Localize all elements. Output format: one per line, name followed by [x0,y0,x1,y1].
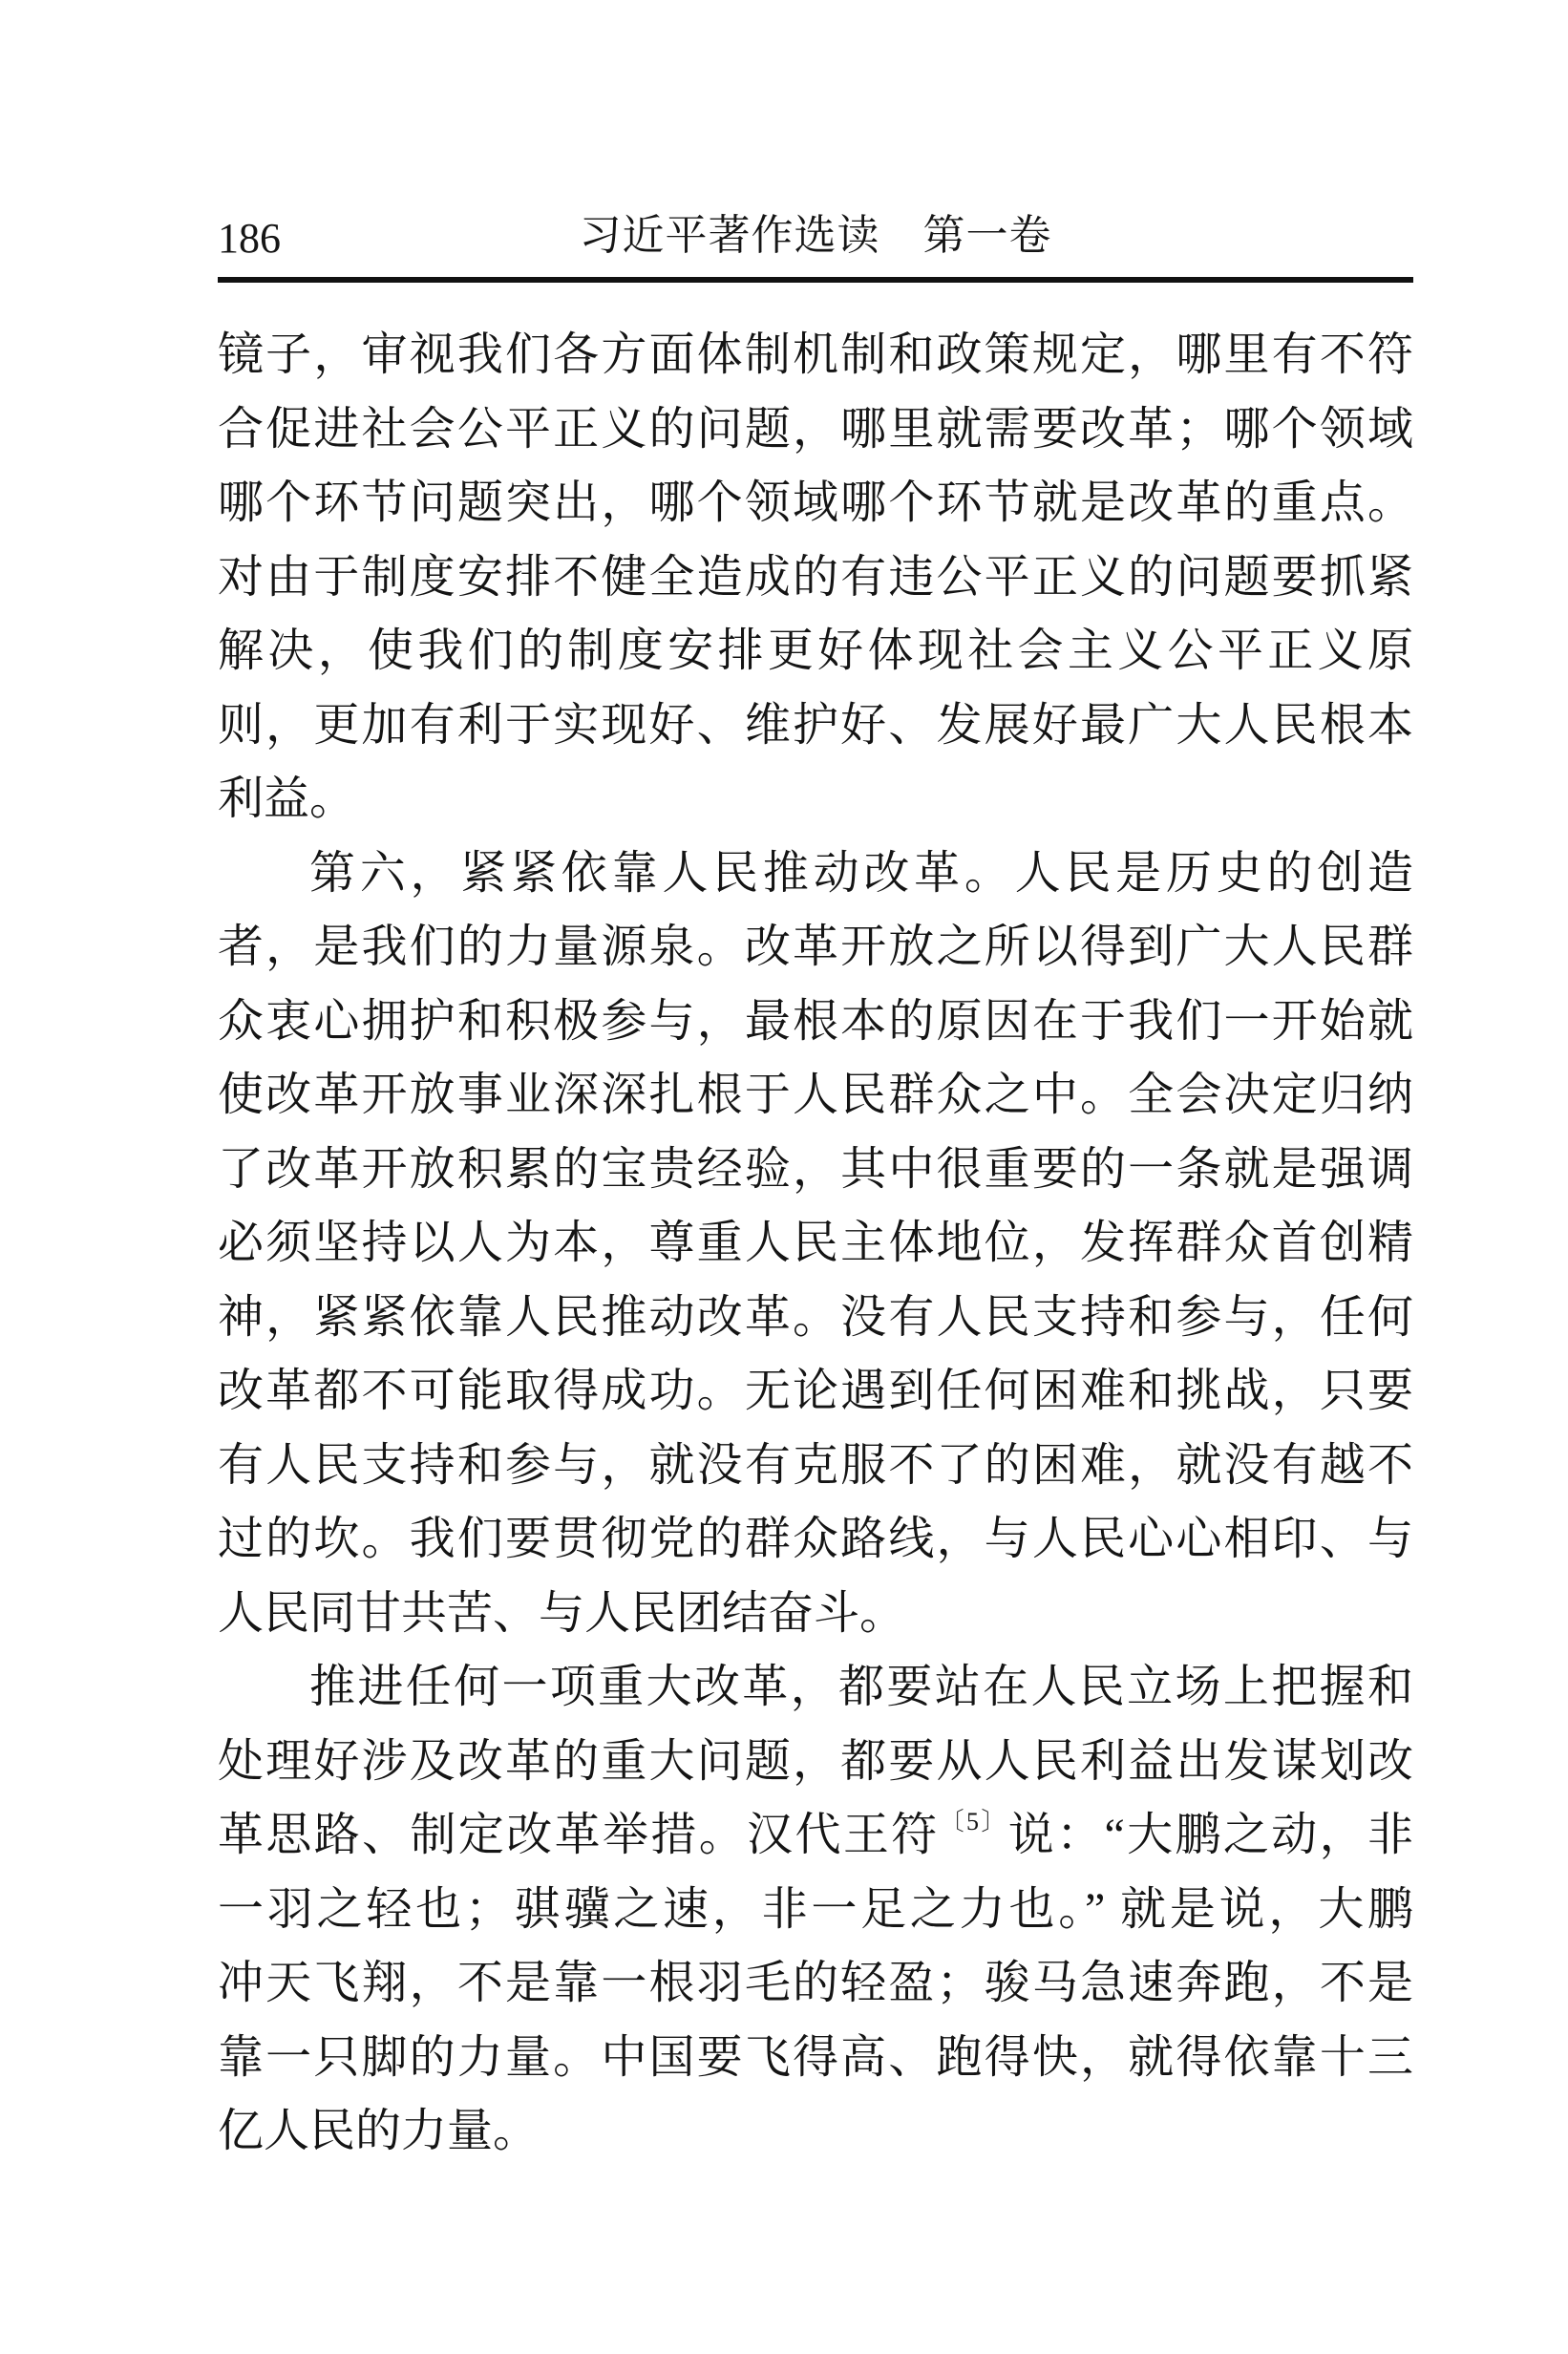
text-line [218,1798,1413,1873]
text-line: 使改革开放事业深深扎根于人民群众之中。全会决定归纳 [218,1070,1413,1120]
text-line: 一羽之轻也；骐骥之速，非一足之力也。” 就是说，大鹏 [218,1883,1413,1935]
footnote-ref: 〔5〕 [939,1808,1008,1835]
text-line: 人民同甘共苦、与人民团结奋斗。 [218,1587,906,1639]
running-title: 习近平著作选读 第一卷 [579,212,1052,259]
page-number: 186 [218,215,281,262]
text-line: 了改革开放积累的宝贵经验，其中很重要的一条就是强调 [218,1143,1413,1195]
text-line: 对由于制度安排不健全造成的有违公平正义的问题要抓紧 [218,551,1413,603]
line-text: 说：“大鹏之动，非 [1007,1810,1413,1860]
text-line: 推进任何一项重大改革，都要站在人民立场上把握和 [309,1662,1413,1712]
text-line: 必须坚持以人为本，尊重人民主体地位，发挥群众首创精 [218,1218,1413,1268]
text-line: 第六，紧紧依靠人民推动改革。人民是历史的创造 [309,847,1413,899]
body-text [218,318,1413,2169]
text-line: 众衷心拥护和积极参与，最根本的原因在于我们一开始就 [218,995,1413,1047]
text-line: 有人民支持和参与，就没有克服不了的困难，就没有越不 [218,1439,1413,1491]
line-text: 革思路、制定改革举措。汉代王符 [218,1810,940,1860]
text-line: 过的坎。我们要贯彻党的群众路线，与人民心心相印、与 [218,1514,1413,1564]
text-line: 镜子，审视我们各方面体制机制和政策规定，哪里有不符 [218,329,1413,380]
text-line: 则，更加有利于实现好、维护好、发展好最广大人民根本 [218,699,1413,751]
text-line: 神，紧紧依靠人民推动改革。没有人民支持和参与，任何 [218,1291,1413,1343]
text-line: 冲天飞翔，不是靠一根羽毛的轻盈；骏马急速奔跑，不是 [218,1958,1413,2008]
header-rule [218,277,1413,283]
text-line: 亿人民的力量。 [218,2106,540,2156]
text-line: 者，是我们的力量源泉。改革开放之所以得到广大人民群 [218,922,1413,972]
text-line: 处理好涉及改革的重大问题，都要从人民利益出发谋划改 [218,1735,1413,1787]
text-line: 利益。 [218,774,356,824]
text-line: 哪个环节问题突出，哪个领域哪个环节就是改革的重点。 [218,477,1413,528]
text-line: 合促进社会公平正义的问题，哪里就需要改革；哪个领域 [218,403,1413,455]
text-line: 靠一只脚的力量。中国要飞得高、跑得快，就得依靠十三 [218,2031,1413,2083]
text-line: 解决，使我们的制度安排更好体现社会主义公平正义原 [218,626,1413,676]
page-header [218,212,1413,264]
text-line: 改革都不可能取得成功。无论遇到任何困难和挑战，只要 [218,1366,1413,1416]
